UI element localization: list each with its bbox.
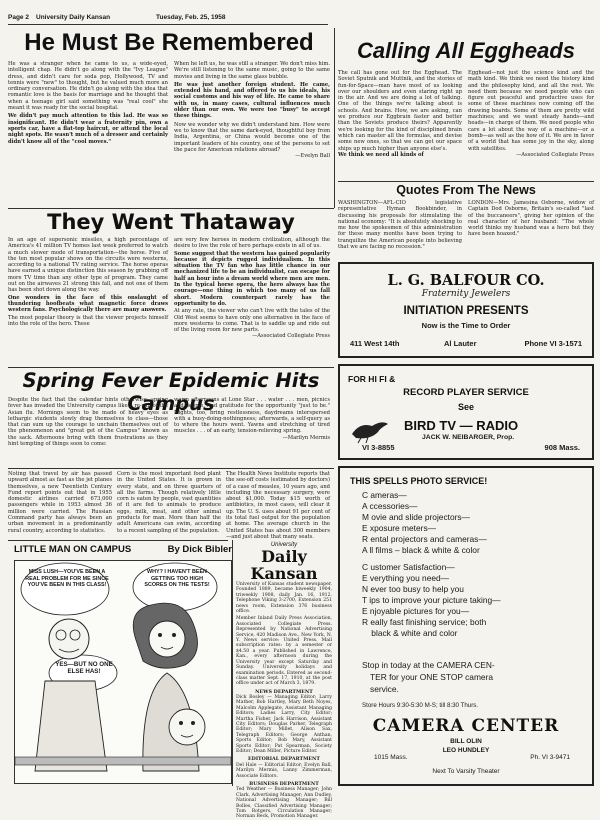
camera-line: E xposure meters— xyxy=(362,523,437,533)
kansan-title: Daily Kansan xyxy=(250,547,318,583)
eggheads-col2 xyxy=(468,70,594,180)
page-masthead xyxy=(8,14,592,23)
thataway-p6: At any rate, the viewer who can't live with the tales of the Old West seems to have only one alternative in the face of more westerns to come. That is to saddle up and ride out of the living room for new parts. xyxy=(174,308,330,334)
balfour-phone: Phone VI 3-1571 xyxy=(524,339,582,348)
kansan-dept3: BUSINESS DEPARTMENT xyxy=(249,781,319,787)
filler-p2: Corn is the most important food plant in the United States. It is grown in every state, and on three quarters of all the farms. Though relatively little corn is eaten by people, vast quantities of it are fed to animals to produce eggs, milk, meat, and other animal products for man. More than half the adult Americans can swim, according to a recent sampling of the population. xyxy=(117,471,221,534)
filler-col3 xyxy=(226,471,330,540)
quotes-p2: LONDON—Mrs. Jamesina Osborne, widow of Captain Dod Osborne, Britain's so-called "last of the buccaneers", giving her opinion of the real character of her husband: "The whole world thinks my husband was a hero but they have been hoaxed." xyxy=(468,200,594,238)
birdtv-owner: JACK W. NEIBARGER, Prop. xyxy=(422,434,515,441)
camera-line: E njoyable pictures for you— xyxy=(362,606,470,616)
balfour-address: 411 West 14th xyxy=(350,339,400,348)
thataway-byline: —Associated Collegiate Press xyxy=(252,333,330,340)
eggheads-p3: Egghead—not just the science kind and the math kind. We think we need the history kind and the philosophy kind, and all the rest. We need them because we need people who can figure out peaceful and productive uses for some of these machines now coming off the drawing boards. Some of them are pretty wild machines; and we want steady hands—and heads—in charge of them. We need people who care a lot about the way of a machine—or a bomb—as well as the how of it. We are in favor of a world that has some joy in the sky, along with satellites. xyxy=(468,70,594,152)
camera-person2: LEO HUNDLEY xyxy=(442,747,490,754)
camera-stop3: service. xyxy=(370,684,399,694)
cartoon-rule xyxy=(8,540,228,541)
camera-line: R ental projectors and cameras— xyxy=(362,534,487,544)
kansan-staff3: Ted Weather — Business Manager; John Clark, Advertising Manager; Ann Dudley, National Advertising Manager; Bill Bolles, Classified Advertising Manager; Tom Rotgers, Circulation Manager; Norman Beck, Promotion Manager. xyxy=(236,787,332,820)
camera-headline: THIS SPELLS PHOTO SERVICE! xyxy=(350,476,488,486)
spring-byline: —Marilyn Mermis xyxy=(282,434,330,441)
balfour-contact: Al Lauter xyxy=(444,339,477,348)
filler-col1 xyxy=(8,471,112,537)
remembered-col2 xyxy=(174,61,330,211)
spring-col2 xyxy=(174,397,330,465)
camera-addr: 1015 Mass. xyxy=(374,754,408,761)
cartoon-title: LITTLE MAN ON CAMPUS xyxy=(14,544,132,555)
birdtv-l2: RECORD PLAYER SERVICE xyxy=(403,387,529,398)
remembered-byline: —Evelyn Ball xyxy=(295,153,330,160)
remembered-title: He Must Be Remembered xyxy=(24,29,314,56)
camera-line: E verything you need— xyxy=(362,573,450,583)
remembered-p5: Now we wonder why we didn't understand him. How were we to know that the same dark-eyed, thoughtful boy from India, Argentina, or China would become one of the important leaders of his country, one of the persons to set the pace for American relations abroad? xyxy=(174,121,330,153)
quotes-p1: WASHINGTON—AFL-CIO legislative representative Hyman Bookbinder, in discussing his proposals for stimulating the national economy: "It is absolutely shocking to me how the spokesmen of this administration for these many months have been trying to tranquilize the American people into believing that we are facing no recession." xyxy=(338,200,462,251)
quotes-title: Quotes From The News xyxy=(396,183,536,197)
kansan-prefix: University xyxy=(270,542,298,548)
spring-col1 xyxy=(8,397,168,465)
birdtv-name: BIRD TV — RADIO xyxy=(404,418,519,433)
camera-name: CAMERA CENTER xyxy=(372,716,560,736)
balfour-sub: Now is the Time to Order xyxy=(421,321,511,330)
cartoon-bubble2: WHY? I HAVEN'T BEEN GETTING TOO HIGH SCORES ON THE TESTS! xyxy=(144,569,210,589)
quotes-rule xyxy=(338,181,594,182)
filler-rule xyxy=(8,468,334,469)
eggheads-title: Calling All Eggheads xyxy=(357,38,575,63)
remembered-p4: He was just another foreign student. He came, extended his hand, and offered to us his ideals, his social customs and his way of life. He came to share with us, in many cases, cultural influences much older than our own. We were too "busy" to accept these things. xyxy=(174,81,330,120)
kansan-rule xyxy=(232,540,233,786)
thataway-p3: The most popular theory is that the viewer projects himself into the role of the hero. These xyxy=(8,314,168,327)
birdtv-ad xyxy=(338,364,594,460)
kansan-staff: Dick Bosley — Managing Editor; Larry Mather, Bob Hartley, Mary Beth Noyes, Malcolm Applegate, Assistant Managing Editors; Ladies Larry, City Editor; Martha Fisher, Jack Harrison, Assistant City Editors; Douglas Parker, Telegraph Editor; Mary Millet, Alison Sax, Telegraph Editors; George Anthan, Sports Editor; Bob Mary, Assistant Sports Editor; Pat Spearman, Society Editor; Dean Miller, Picture Editor. xyxy=(236,695,332,755)
thataway-col2 xyxy=(174,237,330,365)
kansan-box xyxy=(236,542,332,820)
thataway-p1: In an age of supersonic missiles, a high percentage of America's 41 million TV homes last week preferred to watch a much slower mode of transportation—the horse. Five of the ten most popular shows on the circuits were westerns, according to a national TV rating service. The horse operas have earned a unique distinction this season by grabbing off more TV time than any other type of program. They came out on the airwaves 21 strong this fall, and not one of them has been shot down along the way. xyxy=(8,237,168,294)
balfour-ad xyxy=(338,262,594,358)
camera-ad xyxy=(338,466,594,786)
thataway-p2: One wonders in the face of this onslaught of thundering hoofbeats what magnetic force draws western fans. Psychologically there are many answers. xyxy=(8,294,168,314)
camera-line: C ameras— xyxy=(362,490,407,500)
camera-phone: Ph. VI 3-9471 xyxy=(530,754,570,761)
kansan-body: Member Inland Daily Press Association, Associated Collegiate Press. Represented by National Advertising Service, 420 Madison Ave., New York, N. Y. News service: United Press. Mail subscription rates: by a semester or $4.50 a year. Published in Lawrence, Kan., every afternoon during the University year except Saturday and Sunday. University holidays and examination periods. Entered as second-class matter Sept. 17, 1910, at the post office under act of March 3, 1879. xyxy=(236,616,332,687)
filler-col2 xyxy=(117,471,221,537)
camera-line: M ovie and slide projectors— xyxy=(362,512,470,522)
kansan-dept2: EDITORIAL DEPARTMENT xyxy=(248,756,320,763)
camera-line: A ccessories— xyxy=(362,501,418,511)
page-number: Page 2 xyxy=(8,14,29,21)
cartoon-panel xyxy=(14,560,232,784)
filler-p3: The Health News Institute reports that the see-off costs (estimated by doctors) of a case of measles, 10 years ago, and including the necessary surgery, were about $1,000. Today $15 worth of antibiotics, in most cases, will clear it up. The U. S. uses about 91 per cent of its total fuel output for the population at home. The average church in the United States has about 300 members—and just about that many seats. xyxy=(226,471,330,540)
camera-line: A ll films – black & white & color xyxy=(362,545,480,555)
spring-p1: Despite the fact that the calendar hints otherwise, spring fever has invaded the University campus like a re-run of the Asian flu. Mornings seem to be made of heavy eyes as lethargic students slowly drag themselves to class—those that can sum up the courage to unchain themselves out of the phenomenon and "great get of the Campus" known as the sack. Afternoons bring with them frustrations as they hint tempting of things soon to come: xyxy=(8,397,168,448)
kansan-dept: NEWS DEPARTMENT xyxy=(255,688,313,695)
cartoon-bubble3: YES—BUT NO ONE ELSE HAS! xyxy=(55,661,113,676)
spring-p2: warm afternoons at Lone Star . . . water . . . men, picnics and people. And gratitude for the opportunity "just to be." Nights, too, bring restlessness, daydreams interspersed with a busy-doing-nothingness; afterwards, a self-query as to where the hours went. Yawns and stretching of tired muscles . . . of an early, tension-relieving spring. xyxy=(174,397,330,435)
birdtv-l1: FOR HI FI & xyxy=(348,374,396,384)
remembered-p1: He was a stranger when he came to us, a wide-eyed, intelligent chap. He didn't go along with the "Ivy League" dress, and didn't care for soda pop, Hollywood, TV and tennis were "new" to thought, but he valued much more an ordinary conversation. He didn't go along with the idea that romantic love is the basis for marriage and he thought that when a teenage girl said something was "real cool" she meant it was ready for the social hospital. xyxy=(8,61,168,112)
balfour-name: L. G. BALFOUR CO. xyxy=(387,272,545,289)
kansan-sub: University of Kansas student newspaper. Founded 1889, became biweekly 1904, triweekly 1908, daily Jan. 16, 1912. Telephone Viking 3-2700, Extension 251 news room, Extension 376 business office. xyxy=(236,582,332,615)
balfour-tagline: Fraternity Jewelers xyxy=(421,289,511,299)
birdtv-phone: VI 3-8855 xyxy=(362,443,395,452)
masthead-rule xyxy=(8,24,328,25)
remembered-p2: We didn't pay much attention to this lad. He was so insignificant. He didn't wear a fraternity pin, own a sports car, have a flat-top haircut, or attend the local night spots. He wasn't much of a dresser and certainly didn't know all of the "cool moves." xyxy=(8,113,168,145)
camera-stop2: TER for your ONE STOP camera xyxy=(370,672,494,682)
cartoon-bubble1: MISS LUSH—YOU'VE BEEN A REAL PROBLEM FOR ME SINCE YOU'VE BEEN IN THIS CLASS! xyxy=(25,569,109,589)
eggheads-col1 xyxy=(338,70,462,180)
camera-line: C ustomer Satisfaction— xyxy=(362,562,455,572)
eggheads-p2: We think we need all kinds of xyxy=(338,151,424,158)
quotes-col1 xyxy=(338,200,462,258)
cartoon-artist: By Dick Bibler xyxy=(167,544,232,555)
kansan-staff2: Del Hale — Editorial Editor; Evelyn Ball, Marilyn Mermis, Lanny Zimmerman, Associate Editors. xyxy=(236,762,332,779)
camera-person1: BILL OLIN xyxy=(450,738,482,745)
camera-line: black & white and color xyxy=(362,628,458,638)
camera-line: N ever too busy to help you xyxy=(362,584,464,594)
camera-line: T ips to improve your picture taking— xyxy=(362,595,501,605)
camera-near: Next To Varsity Theater xyxy=(432,768,500,775)
quotes-col2 xyxy=(468,200,594,258)
thataway-p4: are very few heroes in modern civilization, although the desire to live the role of hero perhaps exists in all of us. xyxy=(174,237,330,250)
spring-title: Spring Fever Epidemic Hits Campus xyxy=(22,369,320,415)
remembered-col1 xyxy=(8,61,168,211)
birdtv-addr: 908 Mass. xyxy=(544,443,580,452)
filler-p1: Noting that travel by air has passed upward almost as fast as the jet planes themselves, a new Twentieth Century Fund report points out that in 1955 domestic airlines carried 673,000 passengers while in 1953 almost 36 million were carried. The Russian Command party has always been an urban movement in a predominantly rural country, according to statistics. xyxy=(8,471,112,534)
camera-stop1: Stop in today at the CAMERA CEN- xyxy=(362,660,495,670)
bird-icon xyxy=(348,416,392,444)
camera-line: R eally fast finishing service; both xyxy=(362,617,487,627)
paper-date: Tuesday, Feb. 25, 1958 xyxy=(156,14,226,21)
thataway-rule xyxy=(8,208,334,209)
remembered-p3: When he left us, he was still a stranger. We don't miss him. We're still listening to the same music, going to the same movies and living in the same glass bubble. xyxy=(174,61,330,80)
balfour-headline: INITIATION PRESENTS xyxy=(403,305,529,317)
eggheads-byline: —Associated Collegiate Press xyxy=(516,151,594,158)
thataway-col1 xyxy=(8,237,168,365)
paper-name: University Daily Kansan xyxy=(36,14,111,21)
thataway-p5: Some suggest that the western has gained popularity because it depicts rugged individualism. In this situation the TV fan who has little chance in our mechanized life to be an individualist, can escape for half an hour into a dream world where men are men. In the typical horse opera, the hero always has the courage—one thing in which too many of us fall short. Modern counterpart rarely has the opportunity to do. xyxy=(174,250,330,307)
camera-list xyxy=(362,490,588,639)
spring-rule xyxy=(8,367,334,368)
thataway-title: They Went Thataway xyxy=(47,210,295,234)
eggheads-p1: The call has gone out for the Egghead. The Soviet Sputnik and Muttnik, and the stories of fun-for-Space—man have most of us looking over our shoulders and even staring right up in the air. And we are doing a lot of talking. One of the things we're talking about is schools. And brains. How, we are asking, can we produce our Eggbrain faster and better than the Soviets produce theirs? Apparently we're looking for the kind of disciplined brain which can master all the formulas, and devise some new ones, so that we can get our space ships up much higher than anyone else's. xyxy=(338,70,462,152)
column-rule xyxy=(334,28,335,208)
camera-hours: Store Hours 9:30-5:30 M-S; till 8:30 Thurs. xyxy=(362,702,479,709)
birdtv-l3: See xyxy=(457,402,474,412)
